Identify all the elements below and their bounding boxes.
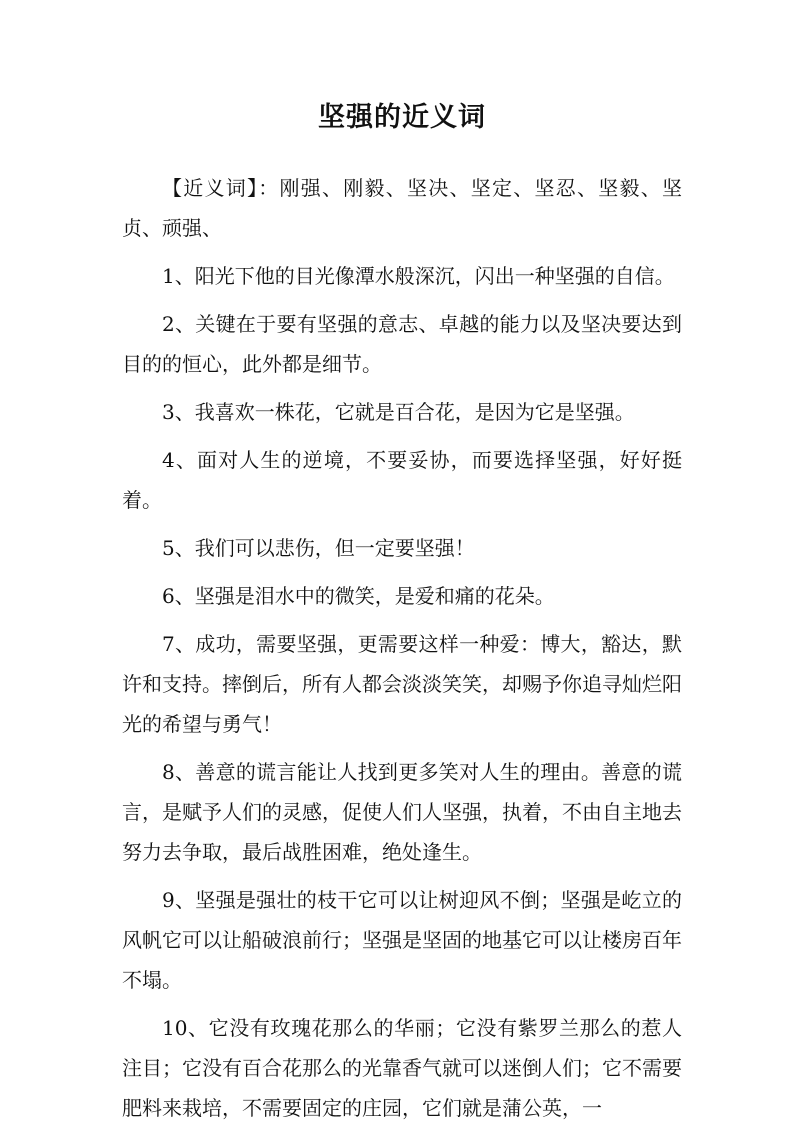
synonym-list-paragraph: 【近义词】：刚强、刚毅、坚决、坚定、坚忍、坚毅、坚贞、顽强、 — [122, 176, 682, 240]
example-sentence-8: 8、善意的谎言能让人找到更多笑对人生的理由。善意的谎言，是赋予人们的灵感，促使人们人坚强，执着，不由自主地去努力去争取，最后战胜困难，绝处逢生。 — [122, 760, 682, 864]
document-title: 坚强的近义词 — [318, 102, 486, 133]
example-sentence-6: 6、坚强是泪水中的微笑，是爱和痛的花朵。 — [162, 584, 555, 608]
example-sentence-9: 9、坚强是强壮的枝干它可以让树迎风不倒；坚强是屹立的风帆它可以让船破浪前行；坚强是坚固的地基它可以让楼房百年不塌。 — [122, 888, 682, 992]
example-sentence-10: 10、它没有玫瑰花那么的华丽；它没有紫罗兰那么的惹人注目；它没有百合花那么的光靠香气就可以迷倒人们；它不需要肥料来栽培，不需要固定的庄园，它们就是蒲公英，一 — [122, 1016, 682, 1120]
example-sentence-3: 3、我喜欢一株花，它就是百合花，是因为它是坚强。 — [162, 400, 635, 424]
example-sentence-7: 7、成功，需要坚强，更需要这样一种爱：博大，豁达，默许和支持。摔倒后，所有人都会淡淡笑笑，却赐予你追寻灿烂阳光的希望与勇气！ — [122, 632, 682, 736]
example-sentence-5: 5、我们可以悲伤，但一定要坚强！ — [162, 536, 475, 560]
example-sentence-1: 1、阳光下他的目光像潭水般深沉，闪出一种坚强的自信。 — [162, 264, 675, 288]
example-sentence-2: 2、关键在于要有坚强的意志、卓越的能力以及坚决要达到目的的恒心，此外都是细节。 — [122, 312, 682, 376]
example-sentence-4: 4、面对人生的逆境，不要妥协，而要选择坚强，好好挺着。 — [122, 448, 682, 512]
